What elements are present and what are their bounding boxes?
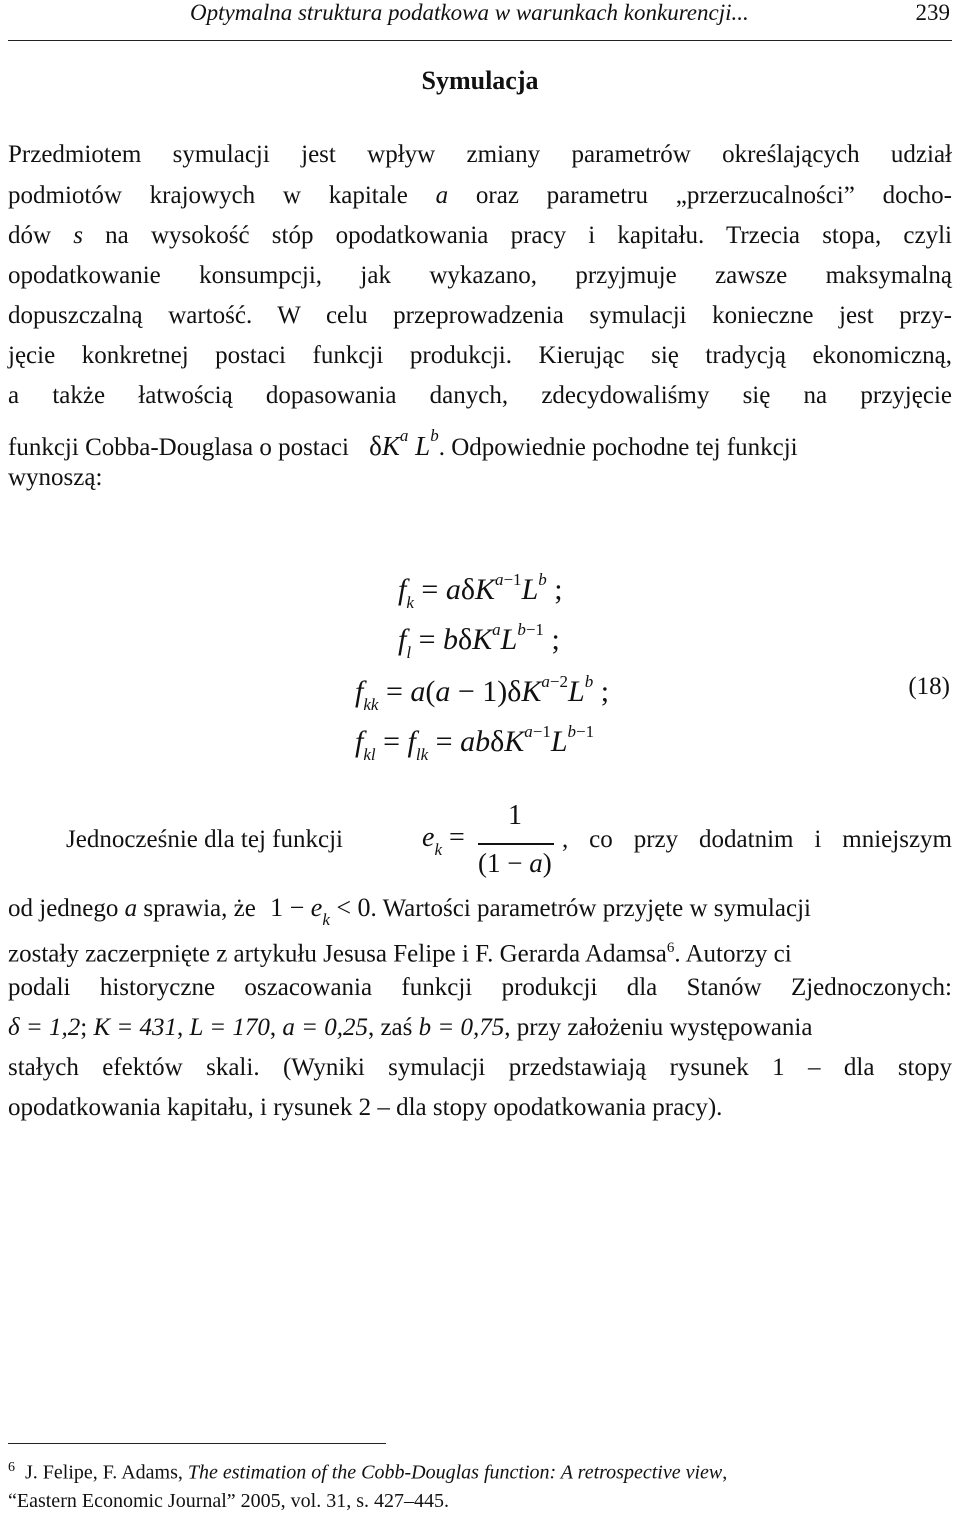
equation-fkl: $f_{kl} = f_{lk} = ab\delta K^{a-1}L^{b-1}$ — [355, 722, 595, 764]
footnote-rule — [8, 1443, 386, 1444]
equation-fk: $f_k = a\delta K^{a-1}L^b$ ; — [398, 570, 563, 612]
footnote-line: $^6$ J. Felipe, F. Adams, The estimation of the Cobb-Douglas function: A retrospective view, — [8, 1460, 728, 1484]
fraction-numerator: 1 — [508, 800, 522, 831]
running-header-title: Optymalna struktura podatkowa w warunkach konkurencji... — [190, 0, 749, 25]
paragraph-line: opodatkowania kapitału, i rysunek 2 – dla stopy opodatkowania pracy). — [8, 1094, 723, 1121]
paragraph-line: podali historyczne oszacowania funkcji produkcji dla Stanów Zjednoczonych: — [8, 974, 952, 1001]
cobb-douglas-formula: $\delta K^a$ $L^b$ — [369, 426, 439, 461]
equation-number: (18) — [908, 673, 950, 700]
page-number: 239 — [915, 0, 950, 25]
equation-fkk: $f_{kk} = a(a - 1)\delta K^{a-2}L^b$ ; — [355, 672, 610, 714]
section-title: Symulacja — [421, 66, 539, 95]
paragraph-line: , co przy dodatnim i mniejszym — [562, 826, 952, 853]
header-rule — [8, 40, 952, 41]
paragraph-line: stałych efektów skali. (Wyniki symulacji przedstawiają rysunek 1 – dla stopy — [8, 1054, 952, 1081]
footnote-ref: 6 — [666, 940, 675, 956]
paragraph-line: Jednocześnie dla tej funkcji — [66, 826, 343, 853]
paragraph-line: opodatkowanie konsumpcji, jak wykazano, przyjmuje zawsze maksymalną — [8, 262, 952, 289]
paragraph-line: zostały zaczerpnięte z artykułu Jesusa Felipe i F. Gerarda Adamsa$^6$. Autorzy ci — [8, 940, 792, 968]
paragraph-line: wynoszą: — [8, 464, 103, 491]
paragraph-line: δ = 1,2; K = 431, L = 170, a = 0,25, zaś b = 0,75, przy założeniu występowania — [8, 1014, 813, 1041]
paragraph-line: dopuszczalną wartość. W celu przeprowadzenia symulacji konieczne jest przy- — [8, 302, 952, 329]
fraction-denominator: (1 − a) — [478, 848, 552, 878]
footnote-line: “Eastern Economic Journal” 2005, vol. 31, s. 427–445. — [8, 1490, 450, 1512]
fraction-bar — [478, 843, 554, 845]
paragraph-line: dów s na wysokość stóp opodatkowania pracy i kapitału. Trzecia stopa, czyli — [8, 222, 952, 249]
paragraph-line: Przedmiotem symulacji jest wpływ zmiany parametrów określających udział — [8, 141, 952, 168]
paragraph-line: od jednego a sprawia, że $1 - e_k < 0$. Wartości parametrów przyjęte w symulacji — [8, 893, 811, 929]
paragraph-line: podmiotów krajowych w kapitale a oraz parametru „przerzucalności” docho- — [8, 182, 952, 209]
paragraph-line: a także łatwością dopasowania danych, zdecydowaliśmy się na przyjęcie — [8, 382, 952, 409]
paragraph-line: funkcji Cobba-Douglasa o postaci $\delta K^a$ $L^b$. Odpowiednie pochodne tej funkcji — [8, 426, 798, 461]
equation-fl: $f_l = b\delta K^aL^{b-1}$ ; — [398, 620, 560, 662]
footnote-number: 6 — [8, 1460, 15, 1475]
paragraph-line: jęcie konkretnej postaci funkcji produkcji. Kierując się tradycją ekonomiczną, — [8, 342, 952, 369]
ek-formula: $e_k$ = — [422, 822, 465, 859]
